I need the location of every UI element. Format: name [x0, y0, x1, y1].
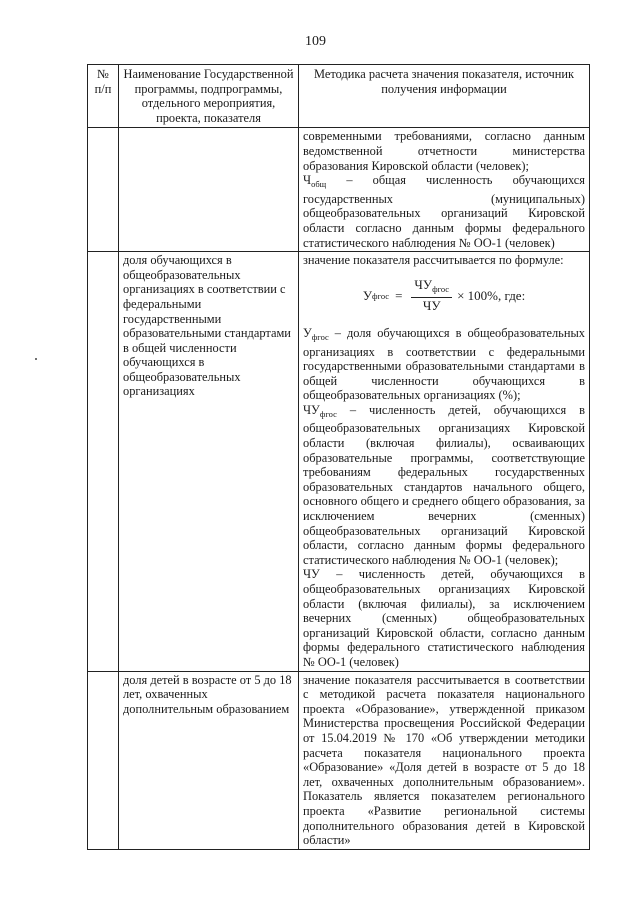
definition-3: ЧУ – численность детей, обучающихся в общеобразовательных организациях Кировской области (включая филиалы), за исключением вечерних (сменных) общеобразовательных организаций Кировской области, согласно данным формы федерального статистического наблюдения № ОО-1 (человек): [303, 567, 585, 669]
row3-number: [88, 671, 119, 849]
definition-text: – общая численность обучающихся государственных (муниципальных) общеобразовательных организаций Кировской области согласно данным формы федерального статистического наблюдения № ОО-1 (человек): [303, 173, 585, 250]
formula-equals: =: [395, 287, 403, 303]
formula-fraction: [411, 278, 452, 314]
row2-name: доля обучающихся в общеобразовательных организациях в соответствии с федеральными государственными образовательными стандартами в общей численности обучающихся в общеобразовательных организациях: [119, 252, 299, 671]
page-number: 109: [305, 34, 326, 49]
scan-speck: [35, 358, 37, 360]
indicator-table: [87, 64, 590, 850]
formula-lhs: У: [362, 287, 373, 303]
row2-number: [88, 252, 119, 671]
table-row: [88, 671, 590, 849]
formula-numerator: $ЧУ_{фгос}$: [411, 278, 452, 299]
formula-denominator: ЧУ: [422, 298, 441, 314]
definition-2: $ЧУ_{фгос}$ – численность детей, обучающихся в общеобразовательных организациях Кировской области (включая филиалы), осваивающих образовательные программы, соответствующие требованиям федеральных государственных образовательных стандартов начального общего, основного общего и среднего общего образования, за исключением вечерних (сменных) общеобразовательных организаций Кировской области, согласно данным формы федерального статистического наблюдения № ОО-1 (человек);: [303, 402, 585, 567]
definition-1: $У_{фгос}$ – доля обучающихся в общеобразовательных организациях в соответствии с федеральными государственными образовательными стандартами в общей численности обучающихся в общеобразовательных организациях (%);: [303, 325, 585, 403]
table-row: [88, 128, 590, 252]
row3-name: доля детей в возрасте от 5 до 18 лет, охваченных дополнительным образованием: [119, 671, 299, 849]
row1-definition: [303, 173, 585, 250]
formula-intro: значение показателя рассчитывается по формуле:: [303, 253, 564, 268]
header-name: Наименование Государственной программы, подпрограммы, отдельного мероприятия, проекта, показателя: [119, 65, 299, 128]
table-row: [88, 252, 590, 671]
symbol-subscript: общ: [311, 179, 327, 190]
row1-text: современными требованиями, согласно данным ведомственной отчетности министерства образования Кировской области (человек);: [303, 129, 585, 173]
symbol: Ч: [303, 173, 312, 188]
header-number: № п/п: [88, 65, 119, 128]
row1-name: [119, 128, 299, 252]
row3-method: значение показателя рассчитывается в соответствии с методикой расчета показателя национального проекта «Образование», утвержденной приказом Министерства просвещения Российской Федерации от 15.04.2019 № 170 «Об утверждении методики расчета показателя национального проекта «Образование» «Доля детей в возрасте от 5 до 18 лет, охваченных дополнительным образованием». Показатель является показателем регионального проекта «Развитие региональной системы дополнительного образования детей в Кировской области»: [299, 671, 590, 849]
row2-method: [299, 252, 590, 671]
table-header-row: [88, 65, 590, 128]
formula: [303, 278, 585, 314]
row1-method: [299, 128, 590, 252]
formula-tail: × 100%, где:: [457, 287, 526, 303]
header-method: Методика расчета значения показателя, источник получения информации: [299, 65, 590, 128]
formula-lhs-subscript: фгос: [372, 290, 390, 301]
row1-number: [88, 128, 119, 252]
